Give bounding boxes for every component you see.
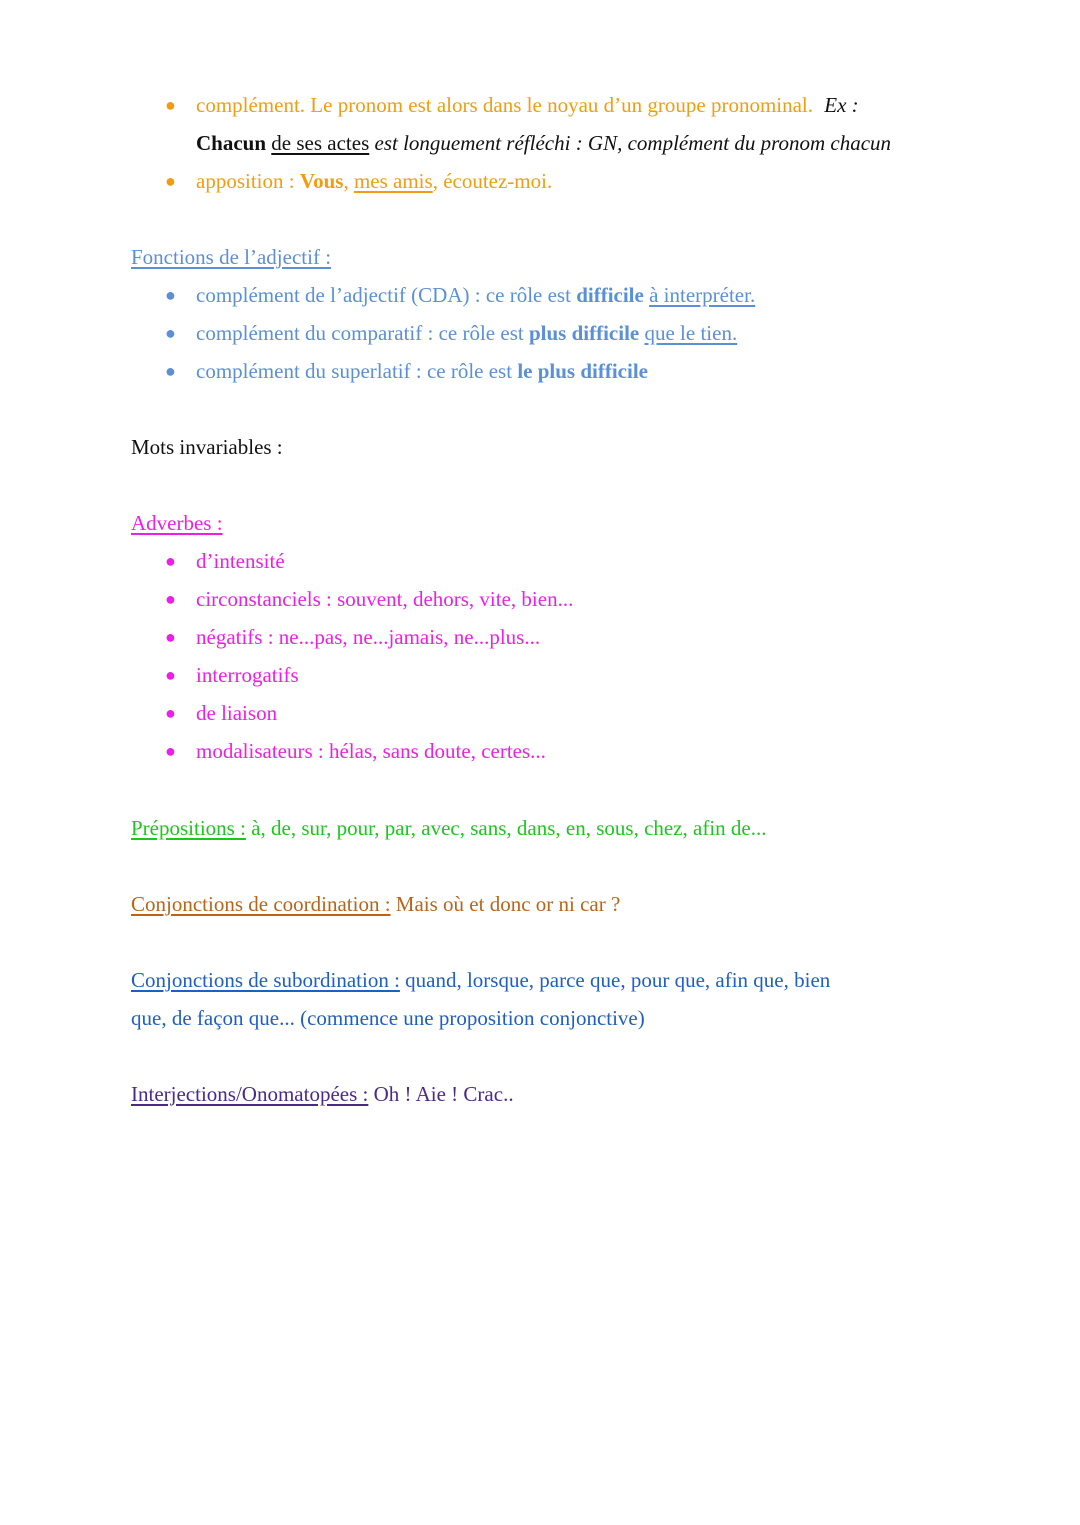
adjective-item-bold: difficile	[576, 283, 644, 307]
adverb-item: interrogatifs	[196, 663, 299, 687]
adjective-item-bold: le plus difficile	[517, 359, 648, 383]
subordination-heading: Conjonctions de subordination :	[131, 968, 400, 992]
prepositions-heading: Prépositions :	[131, 816, 246, 840]
bullet: ●	[165, 703, 176, 723]
example-rest: est longuement réfléchi : GN, complément du pronom chacun	[374, 131, 892, 155]
adjective-item-text: complément du comparatif : ce rôle est	[196, 321, 529, 345]
pronoun-example	[196, 128, 891, 158]
apposition-rest: , écoutez-moi.	[432, 169, 553, 193]
coordination-line	[131, 889, 620, 919]
prepositions-line	[131, 813, 767, 843]
adjective-heading: Fonctions de l’adjectif :	[131, 245, 332, 269]
adjective-item-underlined: à interpréter.	[649, 283, 756, 307]
invariable-title: Mots invariables :	[131, 435, 283, 459]
bullet: ●	[165, 589, 176, 609]
adverb-item: négatifs : ne...pas, ne...jamais, ne...plus...	[196, 625, 541, 649]
bullet: ●	[165, 551, 176, 571]
bullet: ●	[165, 323, 176, 343]
bullet: ●	[165, 171, 176, 191]
apposition-bold: Vous	[299, 169, 344, 193]
bullet: ●	[165, 627, 176, 647]
pronoun-complement-text: complément. Le pronom est alors dans le noyau d’un groupe pronominal.	[196, 93, 814, 117]
adjective-item-text: complément de l’adjectif (CDA) : ce rôle est	[196, 283, 577, 307]
pronoun-item-apposition	[196, 166, 552, 196]
adverbs-heading: Adverbes :	[131, 511, 223, 535]
example-subject: Chacun	[196, 131, 267, 155]
interjections-heading: Interjections/Onomatopées :	[131, 1082, 369, 1106]
subordination-line-2: que, de façon que... (commence une proposition conjonctive)	[131, 1006, 645, 1030]
bullet: ●	[165, 95, 176, 115]
bullet: ●	[165, 361, 176, 381]
bullet: ●	[165, 665, 176, 685]
coordination-heading: Conjonctions de coordination :	[131, 892, 391, 916]
subordination-text: quand, lorsque, parce que, pour que, afin que, bien	[399, 968, 831, 992]
example-complement: de ses actes	[271, 131, 370, 155]
subordination-line	[131, 965, 830, 995]
bullet: ●	[165, 741, 176, 761]
bullet: ●	[165, 285, 176, 305]
adverb-item: d’intensité	[196, 549, 285, 573]
adjective-item	[196, 280, 755, 310]
adverb-item: modalisateurs : hélas, sans doute, certes...	[196, 739, 546, 763]
interjections-text: Oh ! Aie ! Crac..	[368, 1082, 514, 1106]
example-label: Ex :	[824, 93, 859, 117]
pronoun-item-complement	[196, 90, 859, 120]
coordination-text: Mais où et donc or ni car ?	[390, 892, 621, 916]
adjective-item-bold: plus difficile	[528, 321, 640, 345]
apposition-underlined: mes amis	[353, 169, 433, 193]
adjective-item-underlined: que le tien.	[644, 321, 738, 345]
prepositions-text: à, de, sur, pour, par, avec, sans, dans, en, sous, chez, afin de...	[245, 816, 767, 840]
adverb-item: de liaison	[196, 701, 278, 725]
interjections-line	[131, 1079, 514, 1109]
adjective-item-text: complément du superlatif : ce rôle est	[196, 359, 518, 383]
adverb-item: circonstanciels : souvent, dehors, vite, bien...	[196, 587, 574, 611]
apposition-prefix: apposition :	[196, 169, 300, 193]
apposition-sep: ,	[343, 169, 354, 193]
adjective-item	[196, 318, 737, 348]
adjective-item	[196, 356, 648, 386]
